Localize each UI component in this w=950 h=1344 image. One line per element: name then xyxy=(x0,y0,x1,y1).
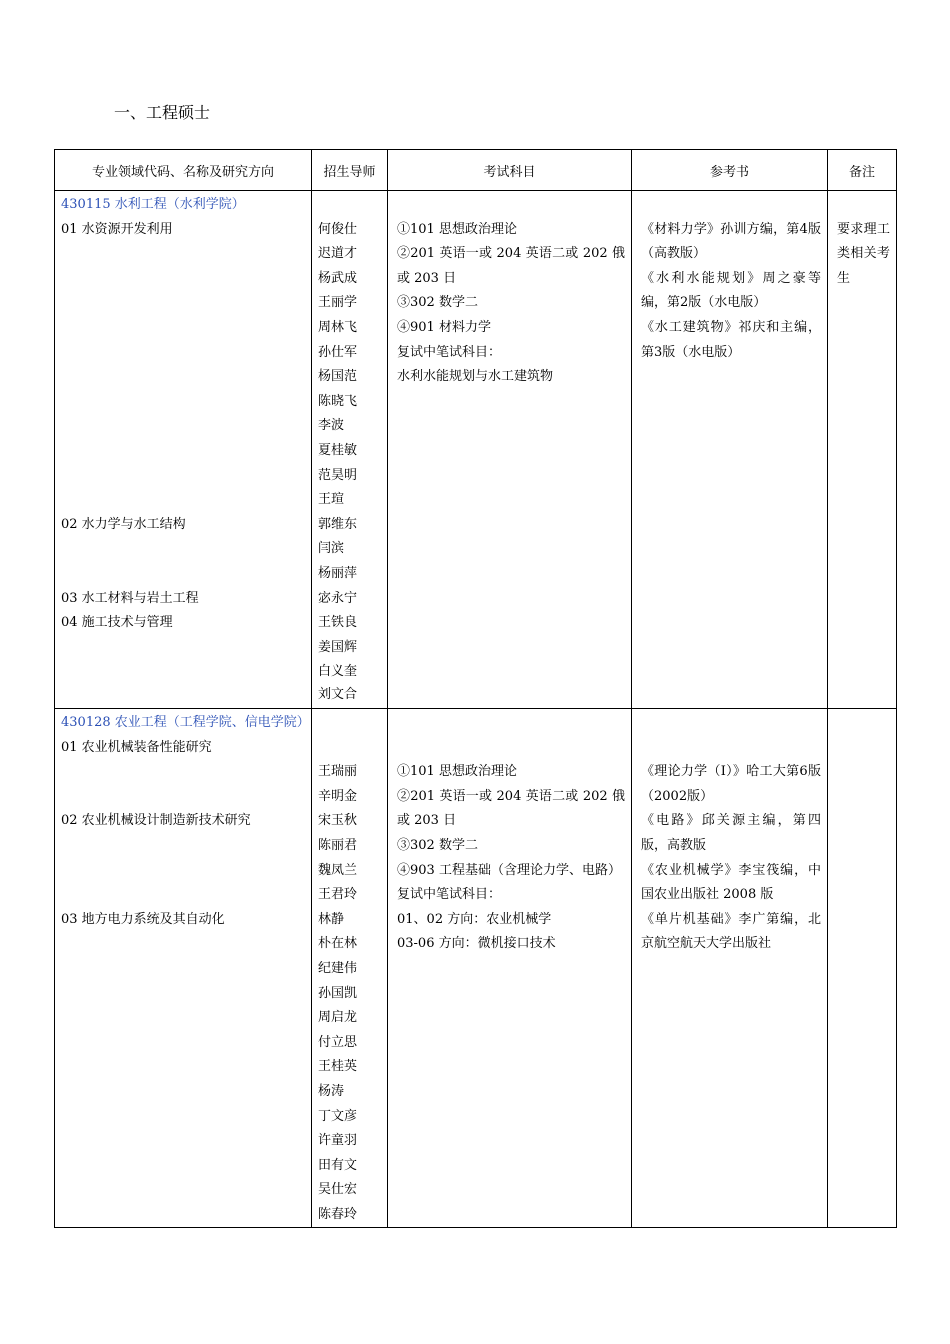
field-code: 430128 农业工程（工程学院、信电学院） xyxy=(61,715,310,730)
advisor-name: 林静 xyxy=(318,911,345,927)
book-item: 《材料力学》孙训方编，第4版（高教版） xyxy=(641,221,821,262)
advisor-name: 纪建伟 xyxy=(318,960,358,976)
advisor-name: 付立思 xyxy=(318,1034,358,1050)
table-row xyxy=(55,191,897,709)
remark-cell xyxy=(828,191,897,709)
exam-item: ③302 数学二 xyxy=(397,295,478,311)
field-code: 430115 水利工程（水利学院） xyxy=(61,197,245,212)
advisor-name: 白义奎 xyxy=(318,664,358,680)
advisor-name: 杨丽萍 xyxy=(318,565,358,581)
remark-text: 要求理工类相关考生 xyxy=(837,221,890,286)
book-item: 《单片机基础》李广第编，北京航空航天大学出版社 xyxy=(641,911,821,952)
exam-item: 03-06 方向：微机接口技术 xyxy=(397,936,556,952)
advisor-name: 丁文彦 xyxy=(318,1108,358,1124)
header-remark: 备注 xyxy=(828,150,897,191)
enrollment-table xyxy=(54,149,897,1228)
advisor-name: 何俊仕 xyxy=(318,221,358,237)
advisor-name: 吴仕宏 xyxy=(318,1182,358,1198)
advisor-name: 魏凤兰 xyxy=(318,862,358,878)
advisor-name: 杨武成 xyxy=(318,270,358,286)
direction-cell xyxy=(55,191,312,709)
exam-item: ③302 数学二 xyxy=(397,837,478,853)
advisor-name: 杨国范 xyxy=(318,369,358,385)
advisor-name: 陈丽君 xyxy=(318,837,358,853)
exam-item: 01、02 方向：农业机械学 xyxy=(397,911,552,927)
advisor-name: 夏桂敏 xyxy=(318,442,358,458)
advisor-name: 田有文 xyxy=(318,1157,358,1173)
advisor-name: 迟道才 xyxy=(318,246,358,262)
direction-item: 03 水工材料与岩土工程 xyxy=(61,590,199,606)
remark-cell xyxy=(828,709,897,1228)
advisor-name: 王丽学 xyxy=(318,295,358,311)
advisor-name: 郭维东 xyxy=(318,516,358,532)
table-header-row xyxy=(55,150,897,191)
advisor-name: 闫滨 xyxy=(318,541,345,557)
advisor-name: 陈晓飞 xyxy=(318,393,358,409)
advisor-name: 辛明金 xyxy=(318,788,358,804)
advisor-name: 刘文合 xyxy=(318,686,358,702)
direction-item: 03 地方电力系统及其自动化 xyxy=(61,911,225,927)
advisor-name: 杨涛 xyxy=(318,1083,345,1099)
page-heading: 一、工程硕士 xyxy=(114,103,211,122)
header-direction: 专业领域代码、名称及研究方向 xyxy=(55,150,312,191)
book-item: 《农业机械学》李宝筏编，中国农业出版社 2008 版 xyxy=(641,862,821,903)
advisor-name: 周启龙 xyxy=(318,1010,358,1026)
direction-item: 01 农业机械装备性能研究 xyxy=(61,739,212,755)
header-books: 参考书 xyxy=(632,150,828,191)
advisor-name: 王瑄 xyxy=(318,492,345,508)
advisor-name: 范昊明 xyxy=(318,467,358,483)
book-item: 《水工建筑物》祁庆和主编，第3版（水电版） xyxy=(641,319,821,360)
direction-cell xyxy=(55,709,312,1228)
advisor-name: 王瑞丽 xyxy=(318,764,358,780)
book-item: 《电路》邱关源主编，第四版，高教版 xyxy=(641,813,821,853)
advisor-cell xyxy=(312,191,388,709)
exam-item: ④903 工程基础（含理论力学、电路） xyxy=(397,862,621,878)
direction-item: 02 农业机械设计制造新技术研究 xyxy=(61,813,251,829)
advisor-name: 李波 xyxy=(318,418,345,434)
advisor-name: 王君玲 xyxy=(318,887,358,903)
exam-item: 复试中笔试科目： xyxy=(397,344,502,360)
advisor-name: 王铁良 xyxy=(318,615,358,631)
advisor-name: 姜国辉 xyxy=(318,639,358,655)
exam-cell xyxy=(388,709,632,1228)
advisor-cell xyxy=(312,709,388,1228)
exam-item: 复试中笔试科目： xyxy=(397,887,502,903)
book-item: 《理论力学（Ⅰ）》哈工大第6版（2002版） xyxy=(641,764,821,804)
direction-item: 01 水资源开发利用 xyxy=(61,221,173,237)
books-cell xyxy=(632,709,828,1228)
advisor-name: 孙仕军 xyxy=(318,344,358,360)
header-exam: 考试科目 xyxy=(388,150,632,191)
exam-item: ①101 思想政治理论 xyxy=(397,764,517,780)
exam-item: ②201 英语一或 204 英语二或 202 俄或 203 日 xyxy=(397,788,625,829)
exam-item: 水利水能规划与水工建筑物 xyxy=(397,369,554,385)
exam-item: ②201 英语一或 204 英语二或 202 俄或 203 日 xyxy=(397,246,625,286)
advisor-name: 陈春玲 xyxy=(318,1206,358,1222)
direction-item: 04 施工技术与管理 xyxy=(61,615,173,631)
books-cell xyxy=(632,191,828,709)
direction-item: 02 水力学与水工结构 xyxy=(61,516,186,532)
advisor-name: 周林飞 xyxy=(318,319,358,335)
advisor-name: 宓永宁 xyxy=(318,590,358,606)
exam-cell xyxy=(388,191,632,709)
exam-item: ①101 思想政治理论 xyxy=(397,221,517,237)
advisor-name: 朴在林 xyxy=(318,936,358,952)
table-row xyxy=(55,709,897,1228)
header-advisor: 招生导师 xyxy=(312,150,388,191)
advisor-name: 宋玉秋 xyxy=(318,813,358,829)
exam-item: ④901 材料力学 xyxy=(397,319,491,335)
advisor-name: 孙国凯 xyxy=(318,985,358,1001)
book-item: 《水利水能规划》周之豪等编，第2版（水电版） xyxy=(641,270,821,311)
advisor-name: 王桂英 xyxy=(318,1059,358,1075)
advisor-name: 许童羽 xyxy=(318,1133,358,1149)
